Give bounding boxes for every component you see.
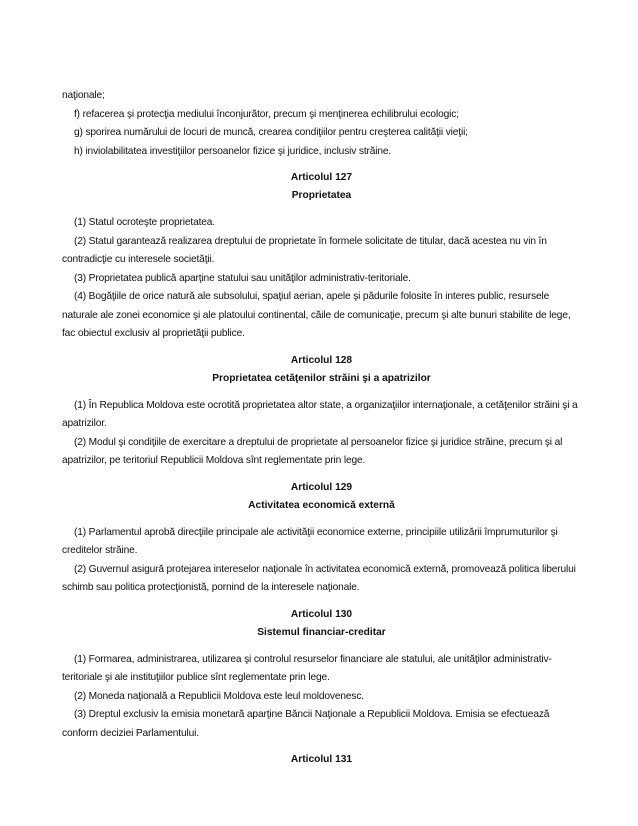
article-paragraph: (2) Moneda naţională a Republicii Moldova este leul moldovenesc. [74, 690, 364, 702]
article-paragraph: (2) Statul garantează realizarea dreptului de proprietate în formele solicitate de titular, dacă acestea nu vin în contradicţie cu interesele societăţii. [62, 235, 547, 265]
intro-line: h) inviolabilitatea investiţiilor persoanelor fizice şi juridice, inclusiv străine. [74, 145, 392, 157]
article-paragraph: (3) Dreptul exclusiv la emisia monetară aparţine Băncii Naţionale a Republicii Moldova. Emisia se efectuează conform deciziei Parlamentului. [62, 709, 550, 739]
article-paragraph: (4) Bogăţiile de orice natură ale subsolului, spaţiul aerian, apele şi pădurile folosite în interes public, resursele naturale ale zonei economice şi ale platoului continental, căile de comunicaţie, precum şi alte bunuri stabilite de lege, fac obiectul exclusiv al proprietăţii publice. [62, 291, 571, 339]
intro-line: g) sporirea numărului de locuri de muncă, crearea condiţiilor pentru creşterea calităţii vieţii; [74, 127, 468, 138]
article-title: Proprietatea [291, 190, 352, 201]
article-131 [62, 751, 581, 769]
article-paragraph: (2) Guvernul asigură protejarea intereselor naţionale în activitatea economică externă, promovează politica liberului schimb sau politica protecţionistă, pornind de la interesele naţionale. [62, 563, 576, 593]
article-number: Articolul 128 [290, 354, 353, 366]
article-paragraph: (1) În Republica Moldova este ocrotită proprietatea altor state, a organizaţiilor internaţionale, a cetăţenilor străini şi a apatrizilor. [62, 399, 578, 429]
intro-line: naţionale; [62, 90, 105, 101]
article-paragraph: (3) Proprietatea publică aparţine statului sau unităţilor administrativ-teritoriale. [74, 272, 411, 284]
article-130 [62, 606, 581, 744]
article-title: Sistemul financiar-creditar [257, 626, 386, 638]
article-128 [62, 352, 581, 471]
article-paragraph: (2) Modul şi condiţiile de exercitare a dreptului de proprietate al persoanelor fizice şi juridice străine, precum şi al apatrizilor, pe teritoriul Republicii Moldova sînt reglementate prin lege. [62, 436, 563, 466]
article-number: Articolul 131 [290, 754, 353, 765]
article-129 [62, 479, 581, 598]
article-number: Articolul 129 [290, 481, 353, 493]
article-number: Articolul 127 [290, 172, 353, 183]
article-paragraph: (1) Formarea, administrarea, utilizarea şi controlul resurselor financiare ale statului, ale unităţilor administrativ-teritoriale şi ale instituţiilor publice sînt reglementate prin lege. [62, 653, 552, 683]
article-title: Activitatea economică externă [248, 499, 395, 511]
article-number: Articolul 130 [290, 608, 353, 620]
article-127 [62, 169, 581, 344]
article-paragraph: (1) Parlamentul aprobă direcţiile principale ale activităţii economice externe, principiile utilizării împrumuturilor şi creditelor străine. [62, 526, 558, 556]
article-title: Proprietatea cetăţenilor străini şi a apatrizilor [212, 372, 431, 384]
article-paragraph: (1) Statul ocroteşte proprietatea. [74, 217, 215, 228]
intro-line: f) refacerea şi protecţia mediului înconjurător, precum şi menţinerea echilibrului ecologic; [74, 108, 459, 120]
